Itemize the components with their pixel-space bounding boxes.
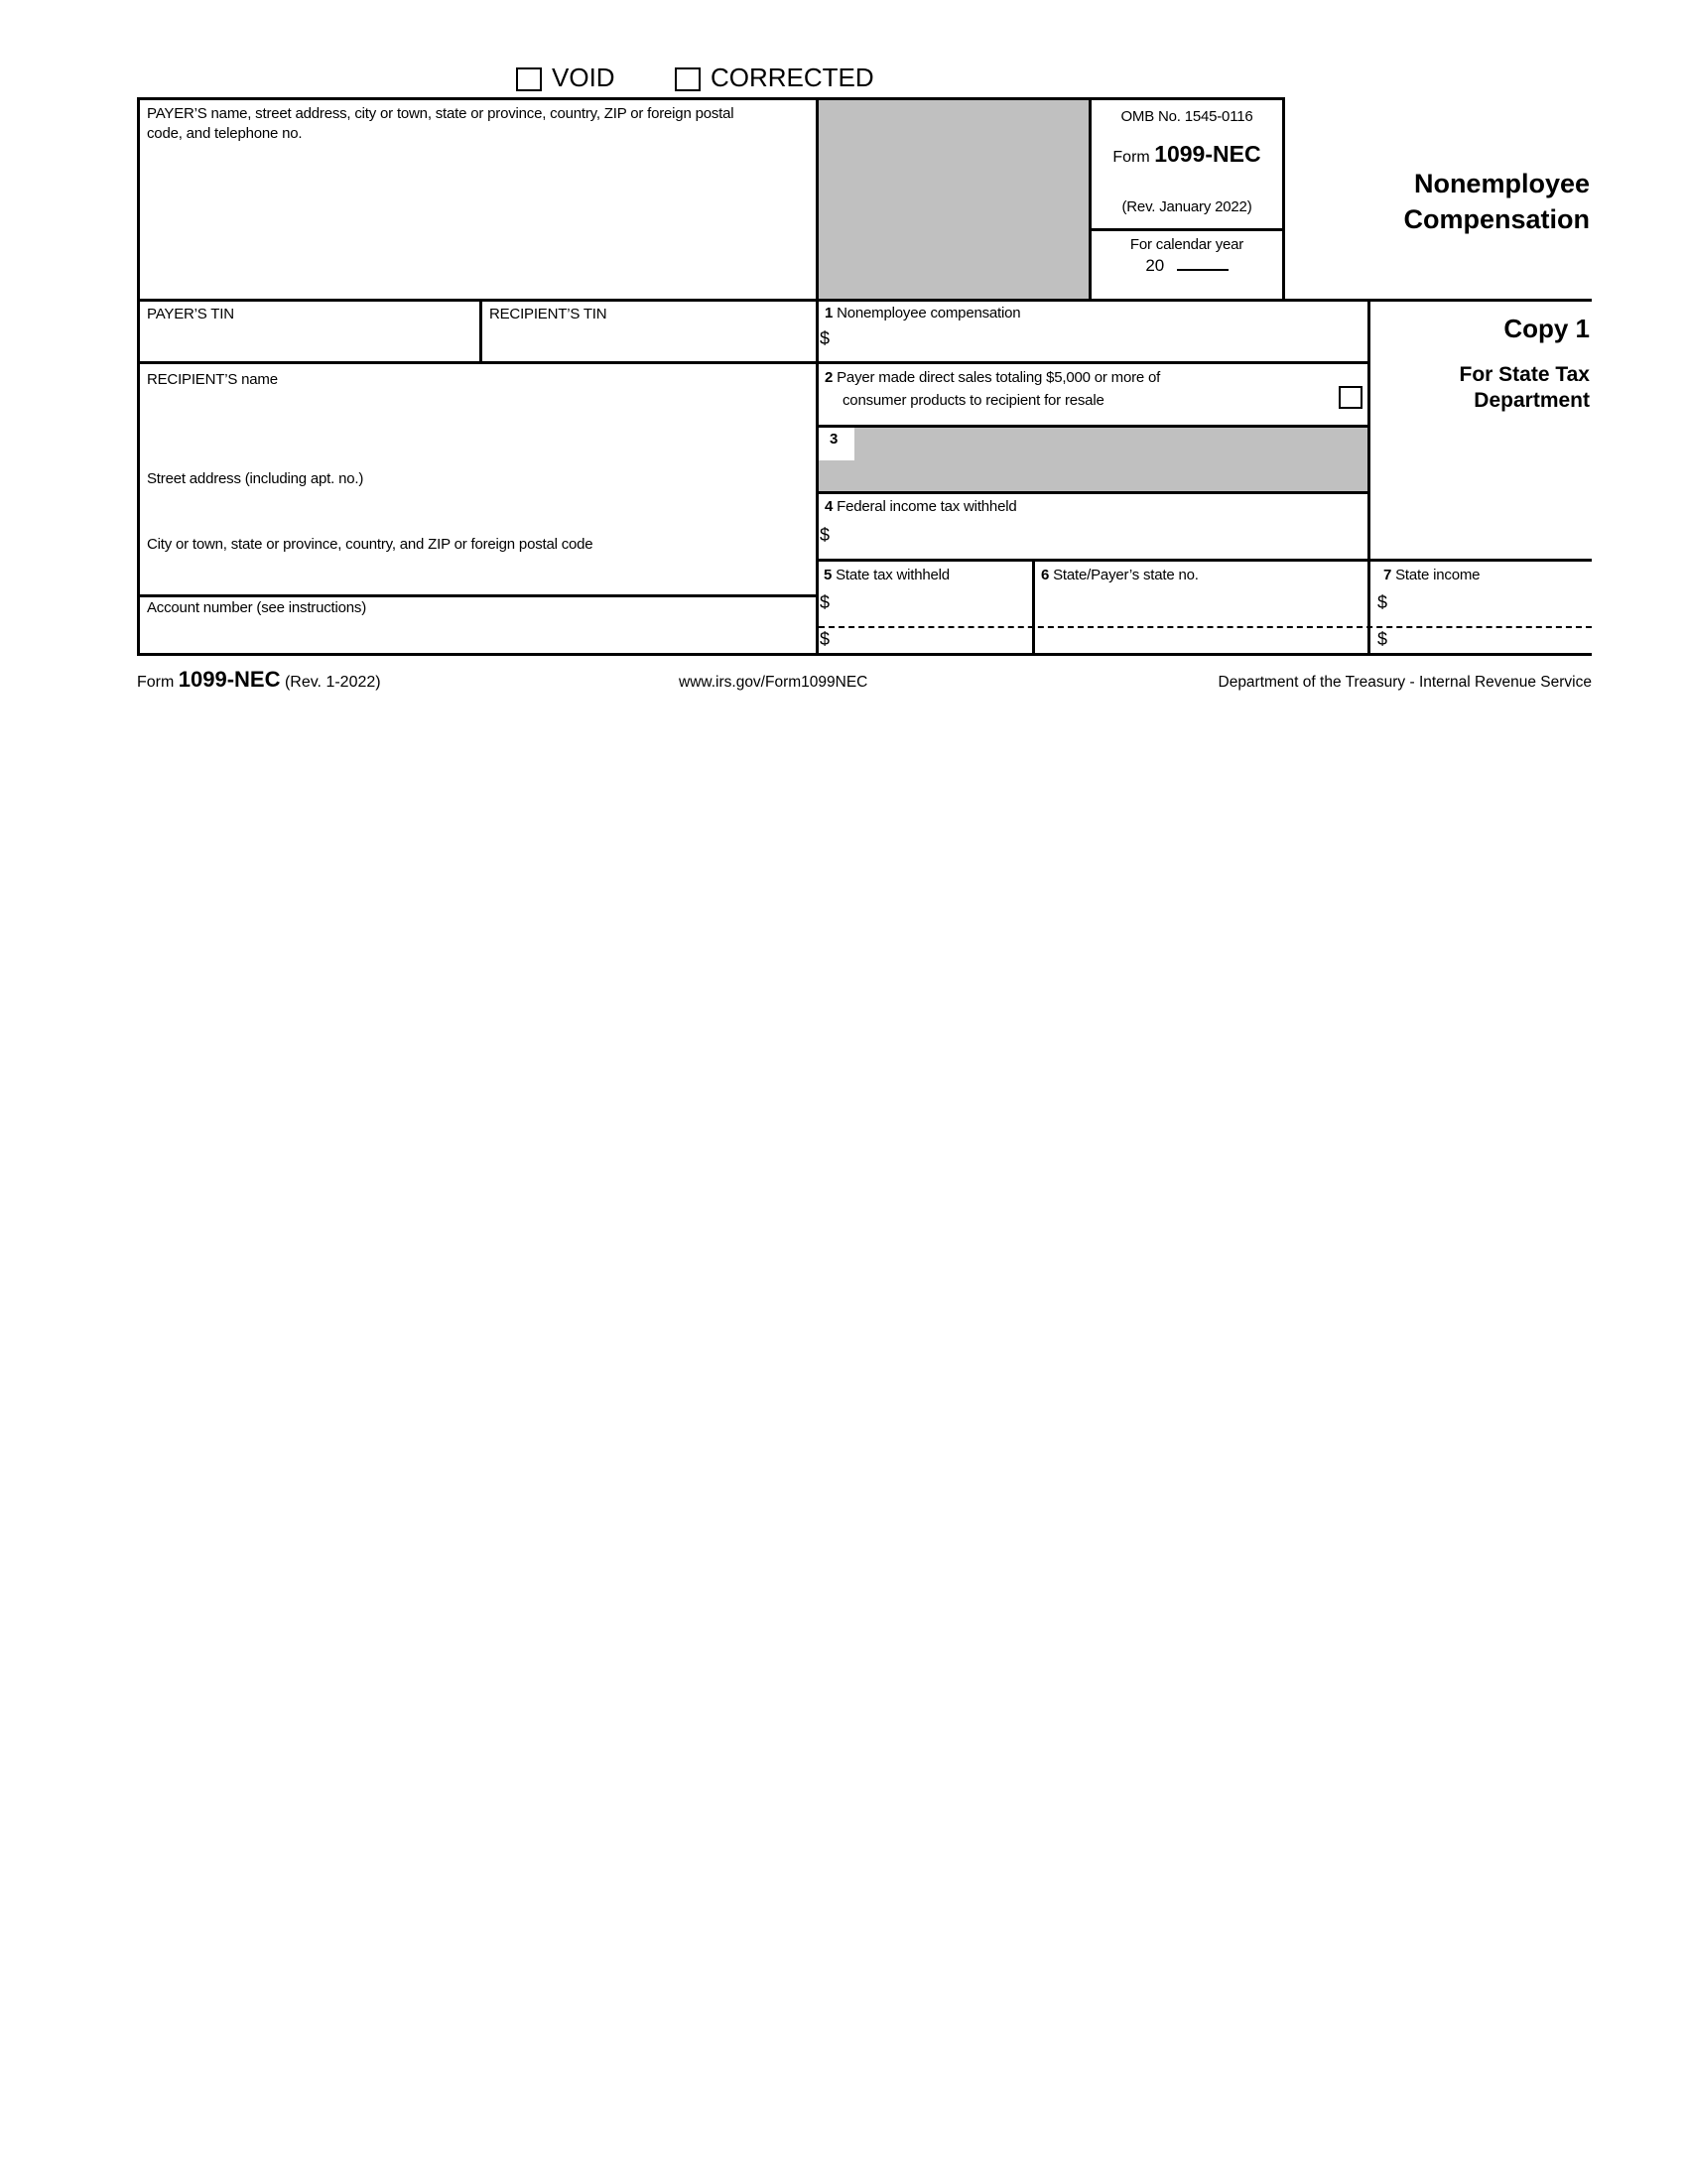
- copy-for-line2: Department: [1474, 389, 1590, 412]
- form-title-line1: Nonemployee: [1413, 169, 1590, 198]
- payer-tin-label: PAYER’S TIN: [147, 306, 234, 322]
- box7-currency-symbol-row1: $: [1377, 592, 1388, 612]
- box6-state-number-field[interactable]: [1038, 590, 1365, 650]
- account-number-field[interactable]: [140, 621, 813, 651]
- calendar-year-label: For calendar year: [1129, 236, 1244, 253]
- footer-department: Department of the Treasury - Internal Revenue Service: [1218, 674, 1592, 691]
- border-line: [1367, 299, 1370, 656]
- border-line: [137, 361, 1370, 364]
- calendar-year-prefix: 20: [1145, 256, 1165, 275]
- border-line: [137, 299, 1592, 302]
- payer-tin-field[interactable]: [140, 325, 476, 358]
- form-title: [1290, 166, 1590, 237]
- copy-label: Copy 1: [1503, 314, 1590, 343]
- omb-number: OMB No. 1545-0116: [1120, 108, 1253, 125]
- border-line: [1032, 559, 1035, 656]
- box5-label: 5 State tax withheld: [824, 567, 950, 583]
- payer-info-field[interactable]: [140, 149, 810, 293]
- box5-number: 5: [824, 567, 833, 583]
- box5-currency-symbol-row1: $: [820, 592, 831, 612]
- box5-amount-field-row1[interactable]: [839, 592, 1029, 622]
- box7-currency-symbol-row2: $: [1377, 629, 1388, 649]
- form-number-block: [1092, 141, 1282, 168]
- corrected-label: CORRECTED: [711, 63, 874, 92]
- box3-number: 3: [830, 431, 839, 448]
- recipient-tin-label: RECIPIENT’S TIN: [489, 306, 607, 322]
- street-address-field[interactable]: [140, 492, 813, 530]
- street-address-label: Street address (including apt. no.): [147, 470, 364, 487]
- city-field[interactable]: [140, 558, 813, 591]
- footer-revision: (Rev. 1-2022): [284, 674, 381, 691]
- form-word: Form: [1112, 149, 1150, 166]
- border-line: [816, 97, 819, 656]
- border-line: [816, 425, 1370, 428]
- form-title-line2: Compensation: [1403, 204, 1590, 234]
- footer-form-number: 1099-NEC: [178, 667, 281, 692]
- box7-amount-field-row1[interactable]: [1397, 592, 1588, 622]
- payer-info-label: PAYER’S name, street address, city or town, state or province, country, ZIP or foreign postal code, and telephone no.: [147, 105, 734, 142]
- box2-label-line1: 2 Payer made direct sales totaling $5,000 or more of: [825, 369, 1161, 386]
- box2-number: 2: [825, 369, 834, 386]
- box4-currency-symbol: $: [820, 525, 831, 545]
- box6-number: 6: [1041, 567, 1050, 583]
- box7-label: 7 State income: [1383, 567, 1481, 583]
- box1-number: 1: [825, 305, 834, 321]
- calendar-year-block: [1092, 256, 1282, 276]
- box5-currency-symbol-row2: $: [820, 629, 831, 649]
- footer-irs-url: www.irs.gov/Form1099NEC: [679, 674, 868, 691]
- box4-label: 4 Federal income tax withheld: [825, 498, 1017, 515]
- border-line: [137, 97, 1285, 100]
- recipient-name-field[interactable]: [140, 393, 813, 464]
- form-revision: (Rev. January 2022): [1121, 198, 1252, 215]
- box4-number: 4: [825, 498, 834, 515]
- border-line: [816, 559, 1592, 562]
- city-label: City or town, state or province, country, and ZIP or foreign postal code: [147, 536, 593, 553]
- border-line: [1282, 97, 1285, 302]
- account-number-label: Account number (see instructions): [147, 599, 367, 616]
- box4-amount-field[interactable]: [839, 525, 1363, 553]
- box2-label-line2: consumer products to recipient for resale: [843, 392, 1104, 409]
- footer-form-word: Form: [137, 674, 175, 691]
- box1-currency-symbol: $: [820, 328, 831, 348]
- box2-checkbox[interactable]: [1339, 386, 1363, 409]
- corrected-checkbox[interactable]: [675, 67, 701, 91]
- border-line: [137, 653, 1592, 656]
- border-line: [479, 299, 482, 364]
- recipient-tin-field[interactable]: [485, 325, 813, 358]
- copy-for-line1: For State Tax: [1459, 363, 1590, 386]
- void-label: VOID: [552, 63, 615, 92]
- footer-form-id: [137, 667, 381, 693]
- border-line: [816, 491, 1370, 494]
- calendar-year-field[interactable]: [1177, 257, 1229, 271]
- box1-label: 1 Nonemployee compensation: [825, 305, 1021, 321]
- box3-shaded-band: [819, 428, 1367, 491]
- shaded-area-top: [819, 100, 1089, 299]
- box7-number: 7: [1383, 567, 1392, 583]
- form-number: 1099-NEC: [1154, 141, 1261, 167]
- box5-amount-field-row2[interactable]: [839, 629, 1029, 651]
- recipient-name-label: RECIPIENT’S name: [147, 371, 278, 388]
- border-line: [137, 594, 819, 597]
- border-line: [1089, 228, 1285, 231]
- box6-label: 6 State/Payer’s state no.: [1041, 567, 1199, 583]
- void-checkbox[interactable]: [516, 67, 542, 91]
- box3-number-chip: [819, 428, 854, 460]
- box1-amount-field[interactable]: [839, 328, 1363, 358]
- box7-amount-field-row2[interactable]: [1397, 629, 1588, 651]
